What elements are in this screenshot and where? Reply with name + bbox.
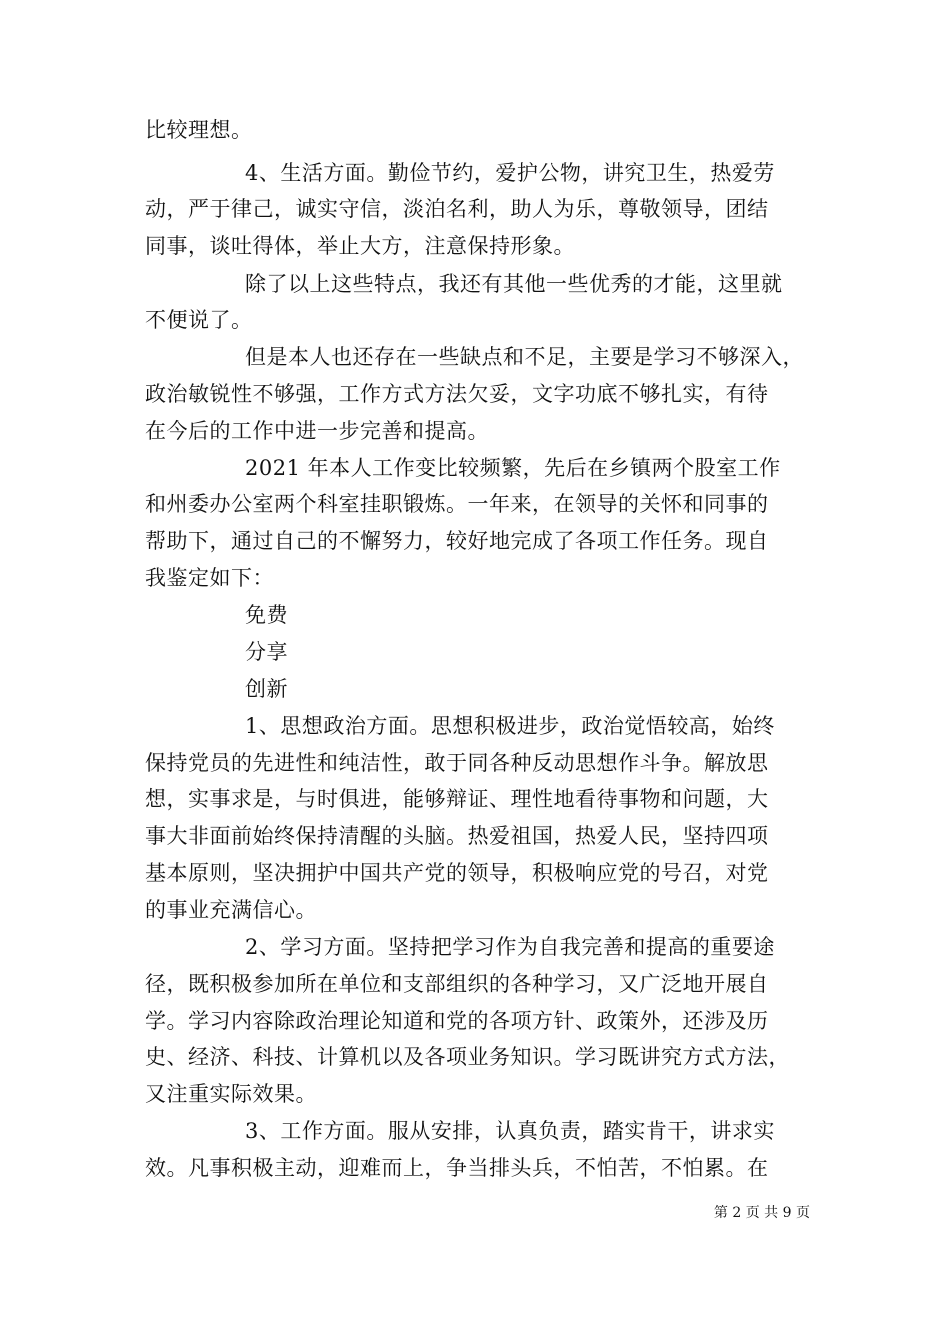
text-line: 1、思想政治方面。思想积极进步，政治觉悟较高，始终 bbox=[245, 714, 775, 738]
text-line: 保持党员的先进性和纯洁性，敢于同各种反动思想作斗争。解放思 bbox=[145, 751, 769, 775]
text-line: 又注重实际效果。 bbox=[145, 1082, 317, 1106]
text-line: 的事业充满信心。 bbox=[145, 898, 317, 922]
text-line: 2、学习方面。坚持把学习作为自我完善和提高的重要途 bbox=[245, 935, 775, 959]
text-line: 政治敏锐性不够强，工作方式方法欠妥，文字功底不够扎实，有待 bbox=[145, 382, 769, 406]
text-line: 除了以上这些特点，我还有其他一些优秀的才能，这里就 bbox=[245, 272, 783, 296]
text-line: 史、经济、科技、计算机以及各项业务知识。学习既讲究方式方法， bbox=[145, 1045, 790, 1069]
text-line: 免费 bbox=[245, 603, 288, 627]
text-line: 不便说了。 bbox=[145, 308, 253, 332]
text-line: 在今后的工作中进一步完善和提高。 bbox=[145, 419, 489, 443]
text-line: 但是本人也还存在一些缺点和不足，主要是学习不够深入， bbox=[245, 345, 804, 369]
text-line: 比较理想。 bbox=[145, 118, 253, 142]
text-line: 和州委办公室两个科室挂职锻炼。一年来，在领导的关怀和同事的 bbox=[145, 492, 769, 516]
text-line: 帮助下，通过自己的不懈努力，较好地完成了各项工作任务。现自 bbox=[145, 529, 769, 553]
text-line: 学。学习内容除政治理论知道和党的各项方针、政策外，还涉及历 bbox=[145, 1009, 769, 1033]
text-line: 我鉴定如下： bbox=[145, 566, 274, 590]
text-line: 2021 年本人工作变比较频繁，先后在乡镇两个股室工作 bbox=[245, 456, 781, 480]
text-line: 基本原则，坚决拥护中国共产党的领导，积极响应党的号召，对党 bbox=[145, 861, 769, 885]
text-line: 同事，谈吐得体，举止大方，注意保持形象。 bbox=[145, 234, 575, 258]
text-line: 4、生活方面。勤俭节约，爱护公物，讲究卫生，热爱劳 bbox=[245, 161, 775, 185]
page-number: 第 2 页 共 9 页 bbox=[713, 1205, 810, 1221]
text-line: 创新 bbox=[245, 677, 288, 701]
text-line: 想，实事求是，与时俱进，能够辩证、理性地看待事物和问题，大 bbox=[145, 787, 769, 811]
text-line: 分享 bbox=[245, 640, 288, 664]
text-line: 事大非面前始终保持清醒的头脑。热爱祖国，热爱人民，坚持四项 bbox=[145, 824, 769, 848]
text-line: 径，既积极参加所在单位和支部组织的各种学习，又广泛地开展自 bbox=[145, 972, 769, 996]
text-line: 3、工作方面。服从安排，认真负责，踏实肯干，讲求实 bbox=[245, 1119, 775, 1143]
text-line: 动，严于律己，诚实守信，淡泊名利，助人为乐，尊敬领导，团结 bbox=[145, 197, 769, 221]
text-line: 效。凡事积极主动，迎难而上，争当排头兵，不怕苦，不怕累。在 bbox=[145, 1156, 769, 1180]
